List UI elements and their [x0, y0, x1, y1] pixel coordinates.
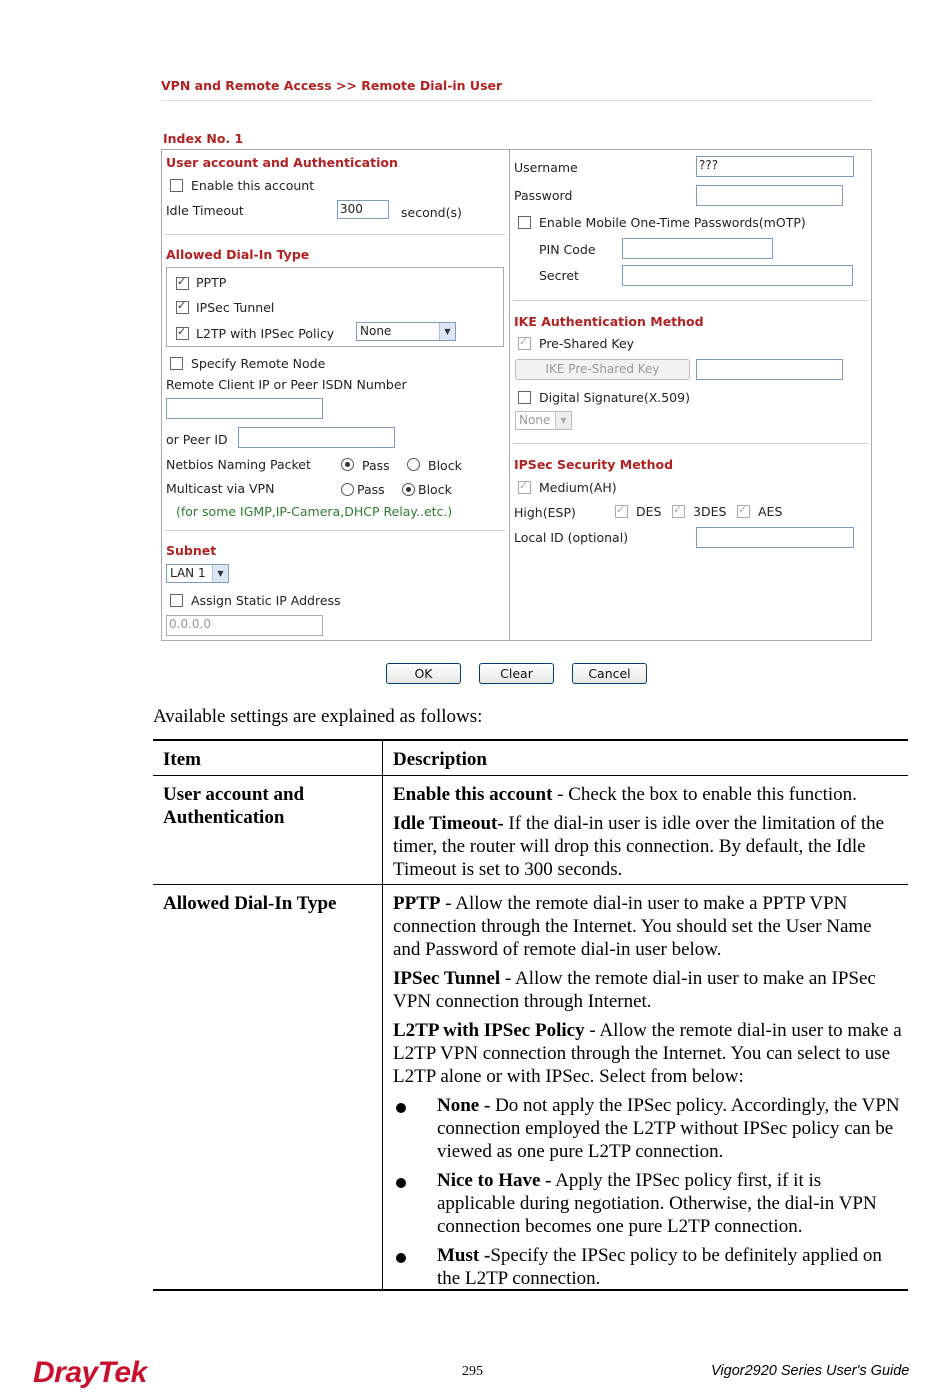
- multicast-label: Multicast via VPN: [166, 481, 275, 496]
- digital-sig-value: None: [519, 413, 551, 427]
- chevron-down-icon: ▼: [212, 565, 228, 582]
- netbios-block-label: Block: [428, 458, 462, 473]
- digital-sig-select[interactable]: [515, 411, 572, 430]
- enable-account-checkbox[interactable]: [170, 179, 183, 192]
- high-esp-label: High(ESP): [514, 505, 576, 520]
- multicast-note: (for some IGMP,IP-Camera,DHCP Relay..etc.): [176, 504, 453, 519]
- list-item: Must -Specify the IPSec policy to be definitely applied on the L2TP connection.: [393, 1244, 903, 1290]
- digital-sig-label: Digital Signature(X.509): [539, 390, 690, 405]
- medium-ah-label: Medium(AH): [539, 480, 617, 495]
- idle-timeout-label: Idle Timeout: [166, 203, 244, 218]
- ipsec-tunnel-checkbox[interactable]: [176, 301, 189, 314]
- ike-psk-input[interactable]: [696, 359, 843, 380]
- preshared-checkbox[interactable]: [518, 337, 531, 350]
- secret-label: Secret: [539, 268, 579, 283]
- netbios-pass-radio[interactable]: [341, 458, 354, 471]
- draytek-logo: DrayTek: [33, 1356, 147, 1389]
- netbios-label: Netbios Naming Packet: [166, 457, 311, 472]
- chevron-down-icon: ▼: [439, 323, 455, 340]
- ipsec-security-title: IPSec Security Method: [514, 457, 674, 472]
- list-item: Nice to Have - Apply the IPSec policy first, if it is applicable during negotiation. Otherwise, the dial-in VPN connection becomes one pure L2TP connection.: [393, 1169, 903, 1238]
- intro-text: Available settings are explained as follows:: [153, 706, 483, 727]
- subnet-title: Subnet: [166, 543, 217, 558]
- l2tp-policy-select[interactable]: [356, 322, 456, 341]
- cancel-button[interactable]: Cancel: [572, 663, 647, 684]
- aes-checkbox[interactable]: [737, 505, 750, 518]
- table-header-description: Description: [393, 749, 487, 770]
- static-ip-input[interactable]: 0.0.0.0: [166, 615, 323, 636]
- page-number: 295: [462, 1364, 483, 1379]
- netbios-pass-label: Pass: [362, 458, 390, 473]
- row2-item: Allowed Dial-In Type: [163, 893, 337, 914]
- idle-timeout-input[interactable]: 300: [337, 200, 389, 219]
- row1-item: User account and Authentication: [163, 784, 305, 828]
- digital-sig-checkbox[interactable]: [518, 391, 531, 404]
- subnet-value: LAN 1: [170, 566, 206, 580]
- des-checkbox[interactable]: [615, 505, 628, 518]
- assign-static-checkbox[interactable]: [170, 594, 183, 607]
- motp-label: Enable Mobile One-Time Passwords(mOTP): [539, 215, 806, 230]
- secret-input[interactable]: [622, 265, 853, 286]
- peer-id-input[interactable]: [238, 427, 395, 448]
- clear-button[interactable]: Clear: [479, 663, 554, 684]
- medium-ah-checkbox[interactable]: [518, 481, 531, 494]
- username-label: Username: [514, 160, 578, 175]
- ipsec-tunnel-label: IPSec Tunnel: [196, 300, 275, 315]
- chevron-down-icon: ▼: [555, 412, 571, 429]
- multicast-block-label: Block: [418, 482, 452, 497]
- row1-description: Enable this account - Check the box to enable this function. Idle Timeout- If the dial-in user is idle over the limitation of the timer, the router will drop this connection. By default, the Idle Timeout is set to 300 seconds.: [393, 784, 885, 880]
- ike-psk-button[interactable]: IKE Pre-Shared Key: [515, 359, 690, 380]
- dialin-type-title: Allowed Dial-In Type: [166, 247, 310, 262]
- multicast-block-radio[interactable]: [402, 483, 415, 496]
- pptp-label: PPTP: [196, 275, 227, 290]
- breadcrumb: VPN and Remote Access >> Remote Dial-in User: [161, 78, 503, 93]
- pptp-checkbox[interactable]: [176, 277, 189, 290]
- specify-remote-node-label: Specify Remote Node: [191, 356, 326, 371]
- l2tp-policy-value: None: [360, 324, 392, 338]
- remote-client-input[interactable]: [166, 398, 323, 419]
- list-item: None - Do not apply the IPSec policy. Accordingly, the VPN connection employed the L2TP without IPSec policy can be viewed as one pure L2TP connection.: [393, 1094, 903, 1163]
- 3des-checkbox[interactable]: [672, 505, 685, 518]
- aes-label: AES: [758, 504, 783, 519]
- index-label: Index No. 1: [163, 131, 244, 146]
- enable-account-label: Enable this account: [191, 178, 315, 193]
- netbios-block-radio[interactable]: [407, 458, 420, 471]
- des-label: DES: [636, 504, 662, 519]
- pin-code-label: PIN Code: [539, 242, 596, 257]
- row2-description: PPTP - Allow the remote dial-in user to make a PPTP VPN connection through the Internet. You should set the User Name and Password of remote dial-in user below. IPSec Tunnel - Allow the remote dial-in user to make an IPSec VPN connection through Internet. L2TP with IPSec Policy - Allow the remote dial-in user to make a L2TP VPN connection through the Internet. You can select to use L2TP alone or with IPSec. Select from below: None - Do not apply the IPSec policy. Accordingly, the VPN connection employed the L2TP without IPSec policy can be viewed as one pure L2TP connection. Nice to Have - Apply the IPSec policy first, if it is applicable during negotiation. Otherwise, the dial-in VPN connection becomes one pure L2TP connection. Must -Specify the IPSec policy to be definitely applied on the L2TP connection.: [393, 893, 902, 1289]
- peer-id-label: or Peer ID: [166, 432, 228, 447]
- bullet-icon: [396, 1178, 406, 1188]
- remote-client-label: Remote Client IP or Peer ISDN Number: [166, 377, 407, 392]
- bullet-icon: [396, 1253, 406, 1263]
- table-header-item: Item: [163, 749, 201, 770]
- specify-remote-node-checkbox[interactable]: [170, 357, 183, 370]
- l2tp-checkbox[interactable]: [176, 327, 189, 340]
- multicast-pass-radio[interactable]: [341, 483, 354, 496]
- l2tp-label: L2TP with IPSec Policy: [196, 326, 335, 341]
- motp-checkbox[interactable]: [518, 216, 531, 229]
- pin-code-input[interactable]: [622, 238, 773, 259]
- 3des-label: 3DES: [693, 504, 727, 519]
- subnet-select[interactable]: [166, 564, 229, 583]
- local-id-label: Local ID (optional): [514, 530, 629, 545]
- username-input[interactable]: ???: [696, 156, 854, 177]
- assign-static-label: Assign Static IP Address: [191, 593, 341, 608]
- bullet-icon: [396, 1103, 406, 1113]
- password-label: Password: [514, 188, 573, 203]
- ike-title: IKE Authentication Method: [514, 314, 704, 329]
- idle-timeout-unit: second(s): [401, 205, 462, 220]
- password-input[interactable]: [696, 185, 843, 206]
- preshared-label: Pre-Shared Key: [539, 336, 635, 351]
- guide-title: Vigor2920 Series User's Guide: [711, 1363, 910, 1379]
- user-section-title: User account and Authentication: [166, 155, 398, 170]
- ok-button[interactable]: OK: [386, 663, 461, 684]
- local-id-input[interactable]: [696, 527, 854, 548]
- multicast-pass-label: Pass: [357, 482, 385, 497]
